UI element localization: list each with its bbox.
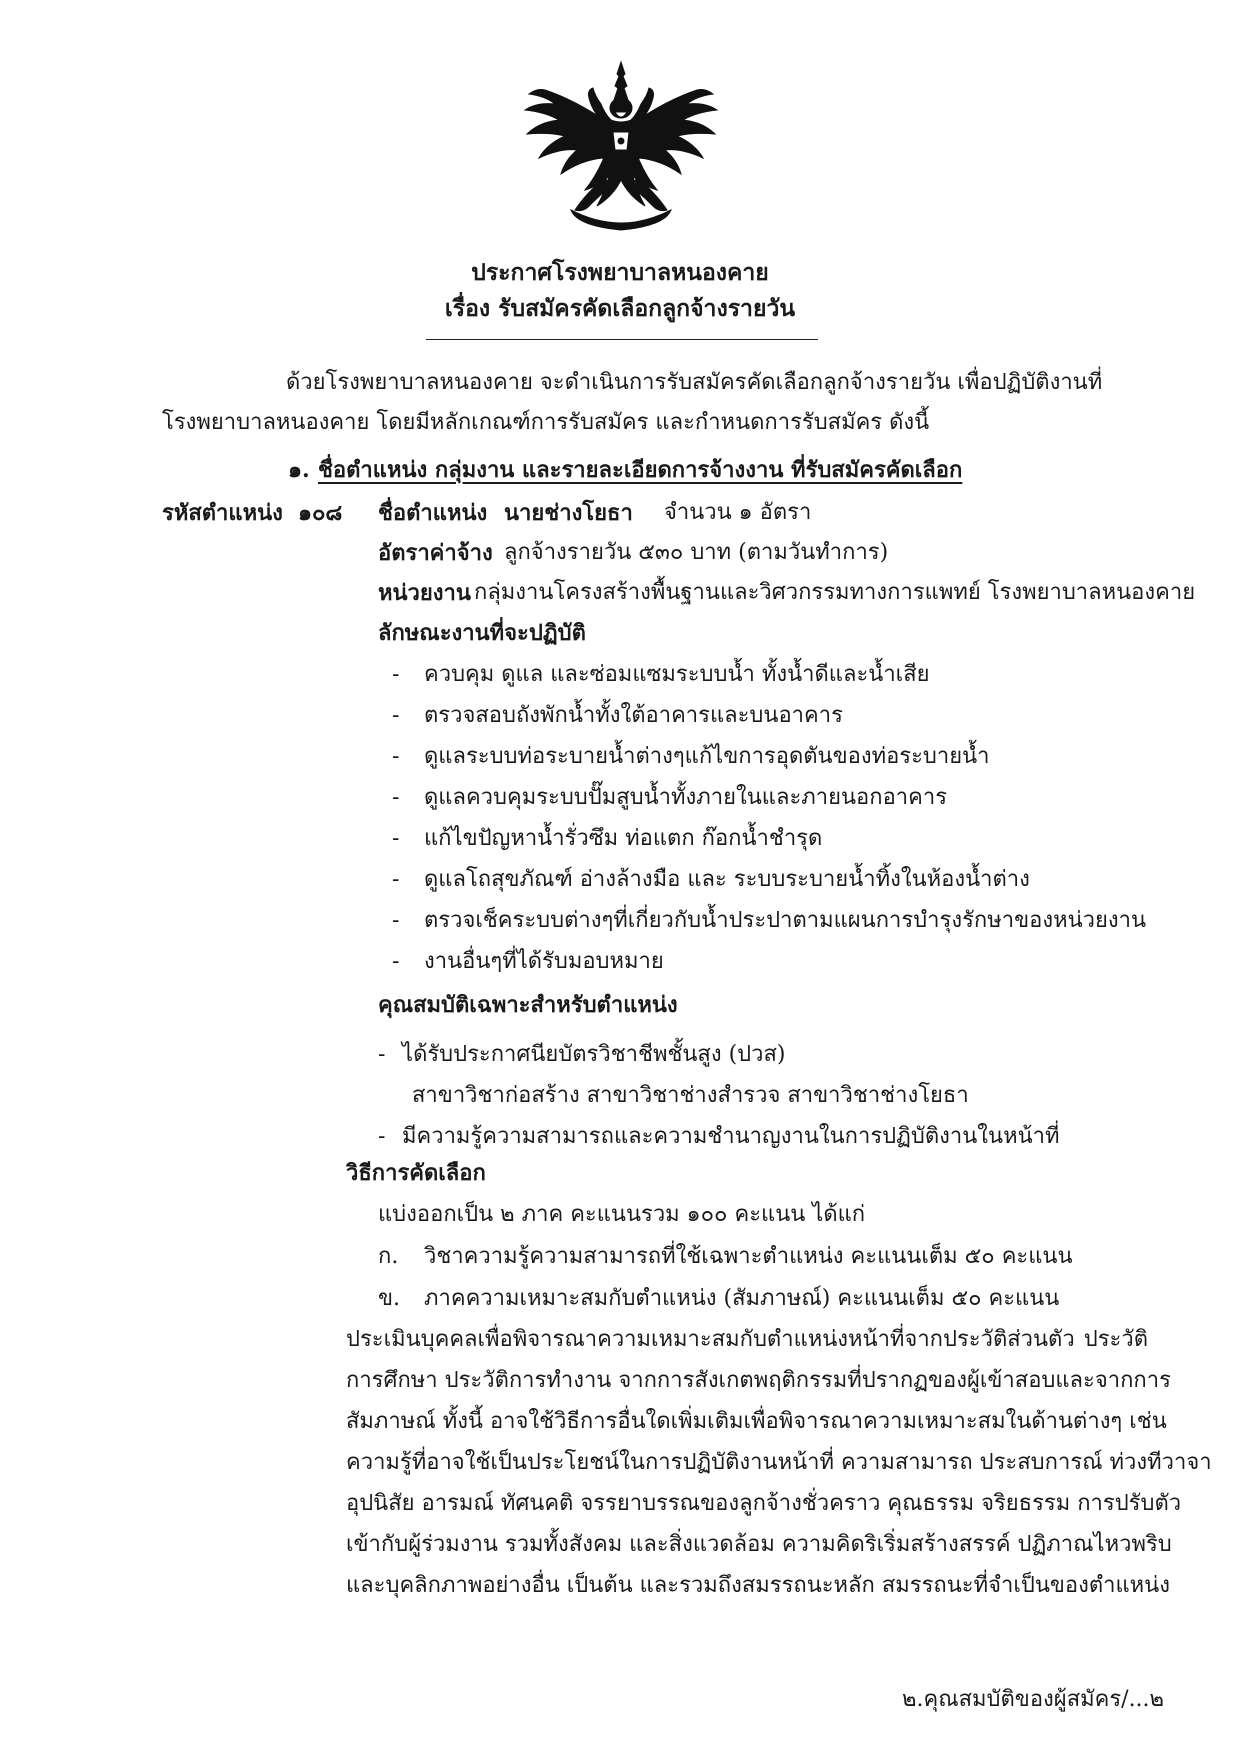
qualification-bullet: -	[378, 1124, 386, 1149]
assessment-paragraph-line: ประเมินบุคคลเพื่อพิจารณาความเหมาะสมกับตำแหน่งหน้าที่จากประวัติส่วนตัว ประวัติ	[346, 1327, 1148, 1352]
assessment-paragraph-line: สัมภาษณ์ ทั้งนี้ อาจใช้วิธีการอื่นใดเพิ่มเติมเพื่อพิจารณาความเหมาะสมในด้านต่างๆ เช่น	[346, 1409, 1167, 1434]
duty-bullet: -	[392, 826, 400, 851]
duty-bullet: -	[392, 908, 400, 933]
announcement-subject: เรื่อง รับสมัครคัดเลือกลูกจ้างรายวัน	[444, 295, 796, 322]
intro-line-1: ด้วยโรงพยาบาลหนองคาย จะดำเนินการรับสมัครคัดเลือกลูกจ้างรายวัน เพื่อปฏิบัติงานที่	[286, 370, 1103, 395]
qualification-item-1: ได้รับประกาศนียบัตรวิชาชีพชั้นสูง (ปวส)	[402, 1042, 786, 1067]
duty-item: แก้ไขปัญหาน้ำรั่วซึม ท่อแตก ก๊อกน้ำชำรุด	[424, 826, 823, 851]
selection-b-text: ภาคความเหมาะสมกับตำแหน่ง (สัมภาษณ์) คะแนนเต็ม ๕๐ คะแนน	[424, 1286, 1060, 1311]
duty-bullet: -	[392, 744, 400, 769]
unit-label: หน่วยงาน	[378, 580, 471, 606]
qualification-item-1-sub: สาขาวิชาก่อสร้าง สาขาวิชาช่างสำรวจ สาขาวิชาช่างโยธา	[412, 1083, 969, 1108]
selection-b-marker: ข.	[378, 1286, 401, 1311]
duty-item: ตรวจเช็คระบบต่างๆที่เกี่ยวกับน้ำประปาตามแผนการบำรุงรักษาของหน่วยงาน	[424, 908, 1146, 933]
qualification-bullet: -	[378, 1042, 386, 1067]
selection-a-marker: ก.	[378, 1244, 399, 1269]
duty-bullet: -	[392, 785, 400, 810]
wage-value: ลูกจ้างรายวัน ๕๓๐ บาท (ตามวันทำการ)	[504, 540, 889, 565]
garuda-emblem-icon	[515, 60, 727, 235]
selection-heading: วิธีการคัดเลือก	[346, 1160, 486, 1186]
wage-label: อัตราค่าจ้าง	[378, 540, 493, 566]
intro-line-2: โรงพยาบาลหนองคาย โดยมีหลักเกณฑ์การรับสมัคร และกำหนดการรับสมัคร ดังนี้	[162, 410, 930, 435]
duty-item: ดูแลควบคุมระบบปั๊มสูบน้ำทั้งภายในและภายนอกอาคาร	[424, 785, 948, 810]
duty-bullet: -	[392, 662, 400, 687]
selection-a-text: วิชาความรู้ความสามารถที่ใช้เฉพาะตำแหน่ง คะแนนเต็ม ๕๐ คะแนน	[424, 1244, 1073, 1269]
duty-item: ตรวจสอบถังพักน้ำทั้งใต้อาคารและบนอาคาร	[424, 703, 843, 728]
position-name-label: ชื่อตำแหน่ง	[378, 500, 488, 526]
title-divider	[426, 339, 818, 340]
unit-value: กลุ่มงานโครงสร้างพื้นฐานและวิศวกรรมทางการแพทย์ โรงพยาบาลหนองคาย	[474, 580, 1196, 605]
assessment-paragraph-line: เข้ากับผู้ร่วมงาน รวมทั้งสังคม และสิ่งแวดล้อม ความคิดริเริ่มสร้างสรรค์ ปฏิภาณไหวพริบ	[346, 1532, 1172, 1557]
selection-intro: แบ่งออกเป็น ๒ ภาค คะแนนรวม ๑๐๐ คะแนน ได้แก่	[378, 1202, 866, 1227]
duty-bullet: -	[392, 949, 400, 974]
section-1-heading: ชื่อตำแหน่ง กลุ่มงาน และรายละเอียดการจ้างงาน ที่รับสมัครคัดเลือก	[318, 457, 963, 483]
announcement-title: ประกาศโรงพยาบาลหนองคาย	[471, 259, 769, 286]
duty-bullet: -	[392, 703, 400, 728]
assessment-paragraph-line: ความรู้ที่อาจใช้เป็นประโยชน์ในการปฏิบัติงานหน้าที่ ความสามารถ ประสบการณ์ ท่วงทีวาจา	[346, 1450, 1212, 1475]
position-code-value: ๑๐๘	[298, 500, 343, 526]
duty-item: ดูแลโถสุขภัณฑ์ อ่างล้างมือ และ ระบบระบายน้ำทิ้งในห้องน้ำต่าง	[424, 867, 1030, 892]
section-1-number: ๑.	[288, 457, 310, 483]
duty-item: ควบคุม ดูแล และซ่อมแซมระบบน้ำ ทั้งน้ำดีและน้ำเสีย	[424, 662, 930, 687]
duty-bullet: -	[392, 867, 400, 892]
position-code-label: รหัสตำแหน่ง	[162, 500, 283, 526]
duty-item: ดูแลระบบท่อระบายน้ำต่างๆแก้ไขการอุดตันของท่อระบายน้ำ	[424, 744, 990, 769]
page-continuation: ๒.คุณสมบัติของผู้สมัคร/...๒	[902, 1687, 1165, 1712]
qualification-item-2: มีความรู้ความสามารถและความชำนาญงานในการปฏิบัติงานในหน้าที่	[402, 1124, 1060, 1149]
assessment-paragraph-line: การศึกษา ประวัติการทำงาน จากการสังเกตพฤติกรรมที่ปรากฏของผู้เข้าสอบและจากการ	[346, 1368, 1171, 1393]
position-count: จำนวน ๑ อัตรา	[664, 500, 812, 525]
qualifications-heading: คุณสมบัติเฉพาะสำหรับตำแหน่ง	[378, 992, 678, 1018]
assessment-paragraph-line: และบุคลิกภาพอย่างอื่น เป็นต้น และรวมถึงสมรรถนะหลัก สมรรถนะที่จำเป็นของตำแหน่ง	[346, 1573, 1170, 1598]
position-name-value: นายช่างโยธา	[504, 500, 633, 526]
assessment-paragraph-line: อุปนิสัย อารมณ์ ทัศนคติ จรรยาบรรณของลูกจ้างชั่วคราว คุณธรรม จริยธรรม การปรับตัว	[346, 1491, 1182, 1516]
duty-item: งานอื่นๆที่ได้รับมอบหมาย	[424, 949, 664, 974]
duties-heading: ลักษณะงานที่จะปฏิบัติ	[378, 620, 586, 646]
